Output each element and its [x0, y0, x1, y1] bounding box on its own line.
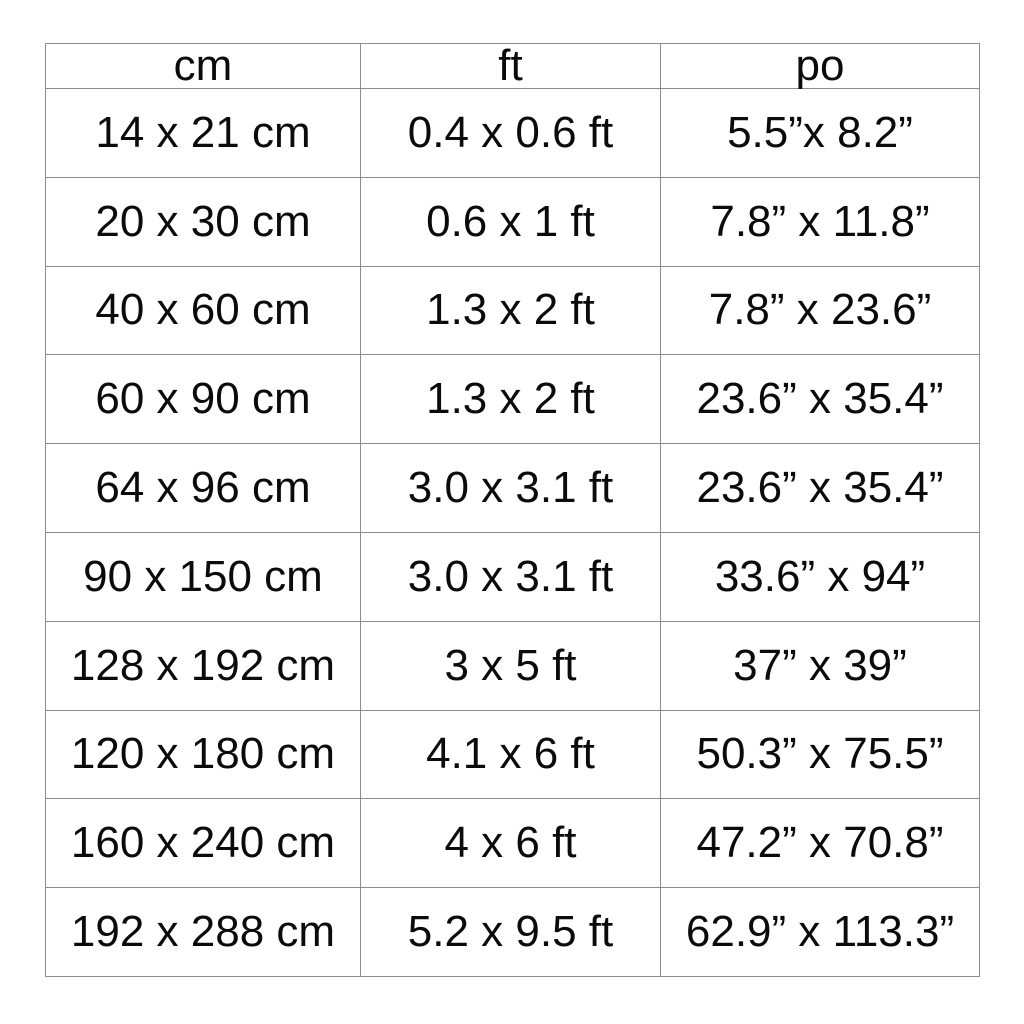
cell-po: 50.3” x 75.5”: [661, 710, 980, 799]
table-row: [46, 532, 980, 621]
cell-ft: 3.0 x 3.1 ft: [361, 532, 661, 621]
cell-po: 23.6” x 35.4”: [661, 444, 980, 533]
column-header-po: po: [661, 44, 980, 89]
cell-po: 33.6” x 94”: [661, 532, 980, 621]
table-row: [46, 266, 980, 355]
cell-cm: 14 x 21 cm: [46, 89, 361, 178]
table-row: [46, 799, 980, 888]
table-row: [46, 621, 980, 710]
cell-ft: 5.2 x 9.5 ft: [361, 888, 661, 977]
cell-ft: 3.0 x 3.1 ft: [361, 444, 661, 533]
cell-ft: 0.6 x 1 ft: [361, 177, 661, 266]
table-row: [46, 888, 980, 977]
cell-cm: 90 x 150 cm: [46, 532, 361, 621]
cell-ft: 1.3 x 2 ft: [361, 355, 661, 444]
cell-ft: 4.1 x 6 ft: [361, 710, 661, 799]
column-header-ft: ft: [361, 44, 661, 89]
cell-po: 23.6” x 35.4”: [661, 355, 980, 444]
cell-cm: 192 x 288 cm: [46, 888, 361, 977]
cell-cm: 40 x 60 cm: [46, 266, 361, 355]
cell-po: 7.8” x 11.8”: [661, 177, 980, 266]
cell-cm: 64 x 96 cm: [46, 444, 361, 533]
cell-po: 7.8” x 23.6”: [661, 266, 980, 355]
size-conversion-table: [45, 43, 980, 977]
table-row: [46, 177, 980, 266]
cell-po: 37” x 39”: [661, 621, 980, 710]
table-row: [46, 89, 980, 178]
cell-cm: 20 x 30 cm: [46, 177, 361, 266]
cell-ft: 4 x 6 ft: [361, 799, 661, 888]
cell-cm: 160 x 240 cm: [46, 799, 361, 888]
cell-po: 62.9” x 113.3”: [661, 888, 980, 977]
column-header-cm: cm: [46, 44, 361, 89]
table-row: [46, 444, 980, 533]
table-row: [46, 710, 980, 799]
header-row: [46, 44, 980, 89]
cell-ft: 1.3 x 2 ft: [361, 266, 661, 355]
cell-po: 5.5”x 8.2”: [661, 89, 980, 178]
table-row: [46, 355, 980, 444]
cell-cm: 60 x 90 cm: [46, 355, 361, 444]
cell-cm: 120 x 180 cm: [46, 710, 361, 799]
cell-cm: 128 x 192 cm: [46, 621, 361, 710]
cell-ft: 0.4 x 0.6 ft: [361, 89, 661, 178]
cell-po: 47.2” x 70.8”: [661, 799, 980, 888]
cell-ft: 3 x 5 ft: [361, 621, 661, 710]
